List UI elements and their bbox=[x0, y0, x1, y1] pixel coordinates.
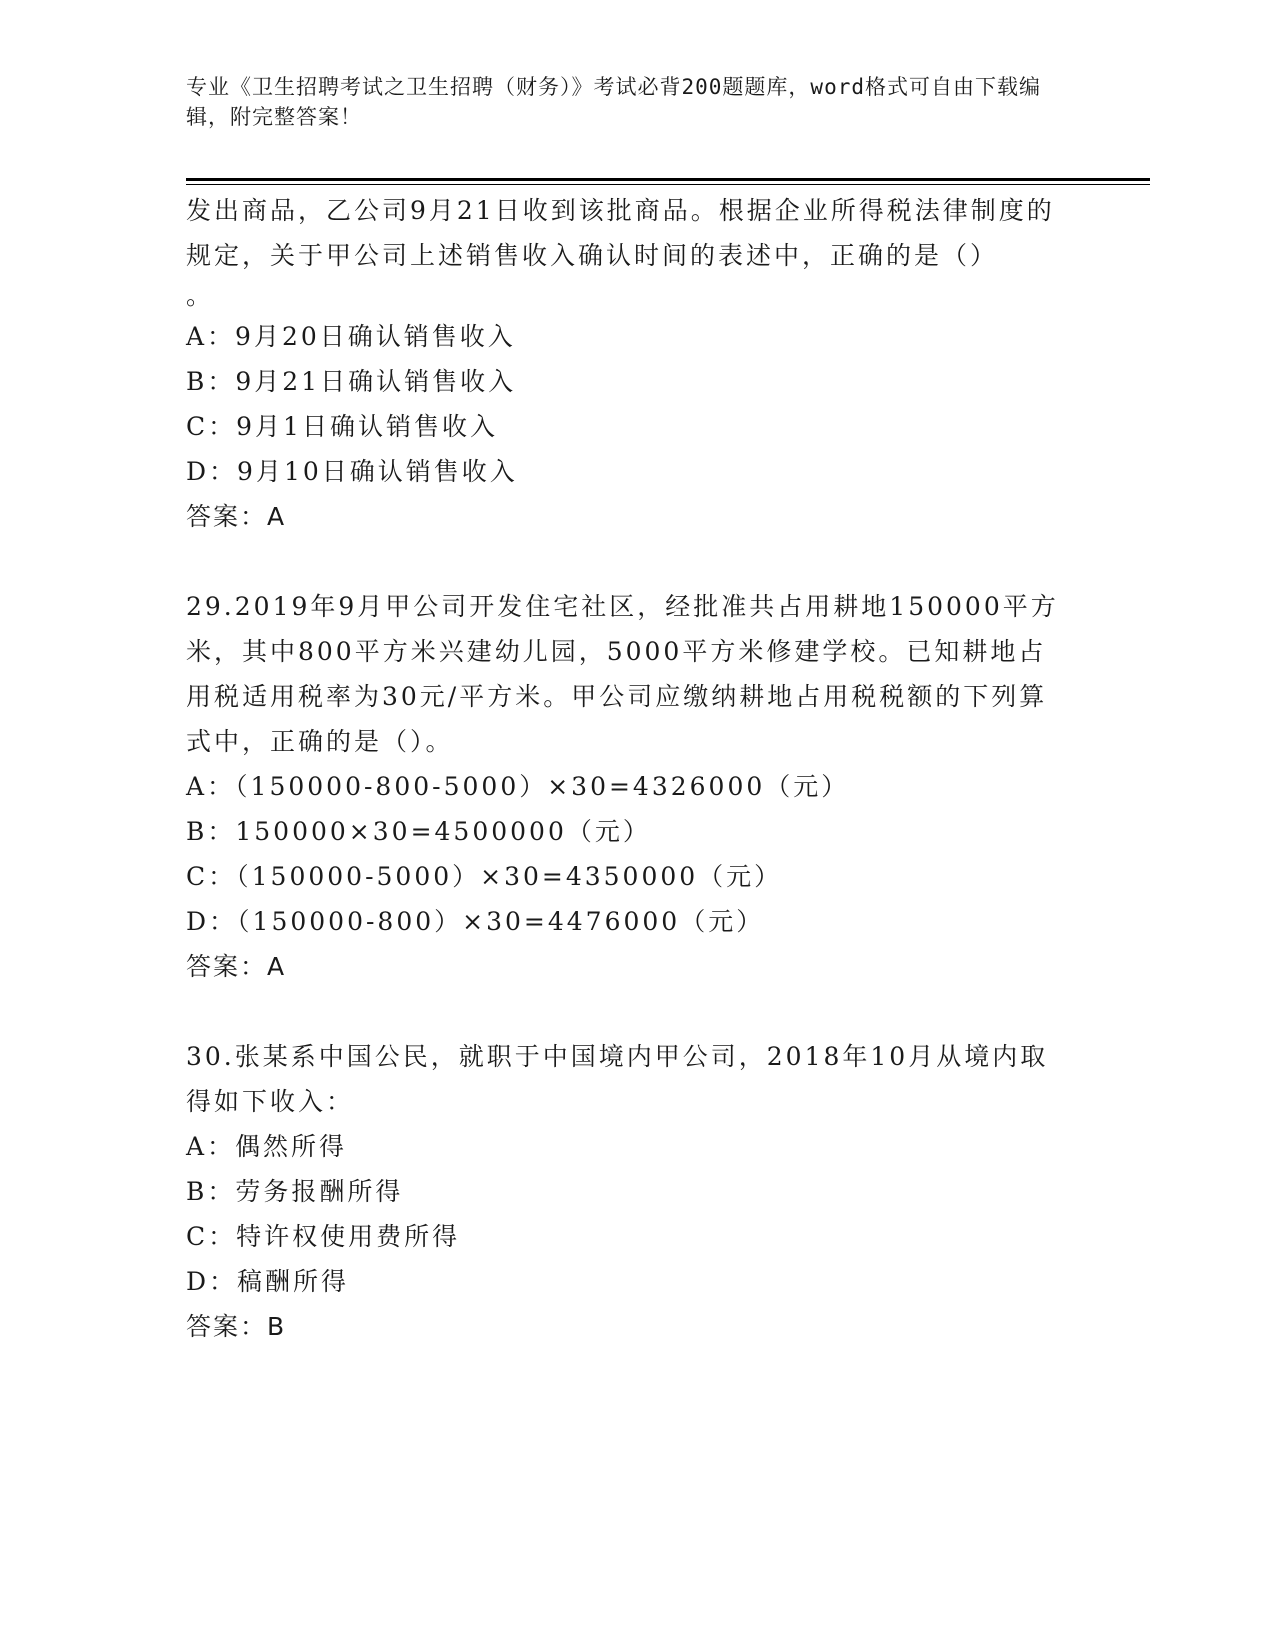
option-b: B：9月21日确认销售收入 bbox=[186, 367, 517, 396]
question-block bbox=[186, 188, 1066, 539]
question-text-tail: 。 bbox=[186, 281, 215, 310]
option-a: A：（150000-800-5000）×30=4326000（元） bbox=[186, 772, 850, 801]
document-header: 专业《卫生招聘考试之卫生招聘（财务）》考试必背200题题库，word格式可自由下载编辑，附完整答案！ bbox=[186, 75, 1041, 129]
option-a: A：9月20日确认销售收入 bbox=[186, 322, 516, 351]
answer: 答案：A bbox=[186, 952, 287, 981]
document-body bbox=[186, 188, 1066, 1349]
option-c: C：特许权使用费所得 bbox=[186, 1222, 461, 1251]
question-text: 29.2019年9月甲公司开发住宅社区，经批准共占用耕地150000平方米，其中800平方米兴建幼儿园，5000平方米修建学校。已知耕地占用税适用税率为30元/平方米。甲公司应缴纳耕地占用税税额的下列算式中，正确的是（）。 bbox=[186, 592, 1059, 756]
header-divider-thin bbox=[186, 184, 1150, 185]
option-a: A：偶然所得 bbox=[186, 1132, 348, 1161]
option-d: D：稿酬所得 bbox=[186, 1267, 350, 1296]
spacer bbox=[186, 989, 1066, 1034]
option-b: B：劳务报酬所得 bbox=[186, 1177, 404, 1206]
option-b: B：150000×30=4500000（元） bbox=[186, 817, 651, 846]
answer: 答案：B bbox=[186, 1312, 287, 1341]
question-block bbox=[186, 584, 1066, 989]
spacer bbox=[186, 539, 1066, 584]
option-c: C：9月1日确认销售收入 bbox=[186, 412, 498, 441]
answer: 答案：A bbox=[186, 502, 287, 531]
question-block bbox=[186, 1034, 1066, 1349]
option-d: D：（150000-800）×30=4476000（元） bbox=[186, 907, 765, 936]
option-c: C：（150000-5000）×30=4350000（元） bbox=[186, 862, 783, 891]
question-text: 发出商品，乙公司9月21日收到该批商品。根据企业所得税法律制度的规定，关于甲公司上述销售收入确认时间的表述中，正确的是（） bbox=[186, 196, 1055, 270]
header-divider bbox=[186, 178, 1150, 181]
option-d: D：9月10日确认销售收入 bbox=[186, 457, 518, 486]
question-text: 30.张某系中国公民，就职于中国境内甲公司，2018年10月从境内取得如下收入： bbox=[186, 1042, 1049, 1116]
